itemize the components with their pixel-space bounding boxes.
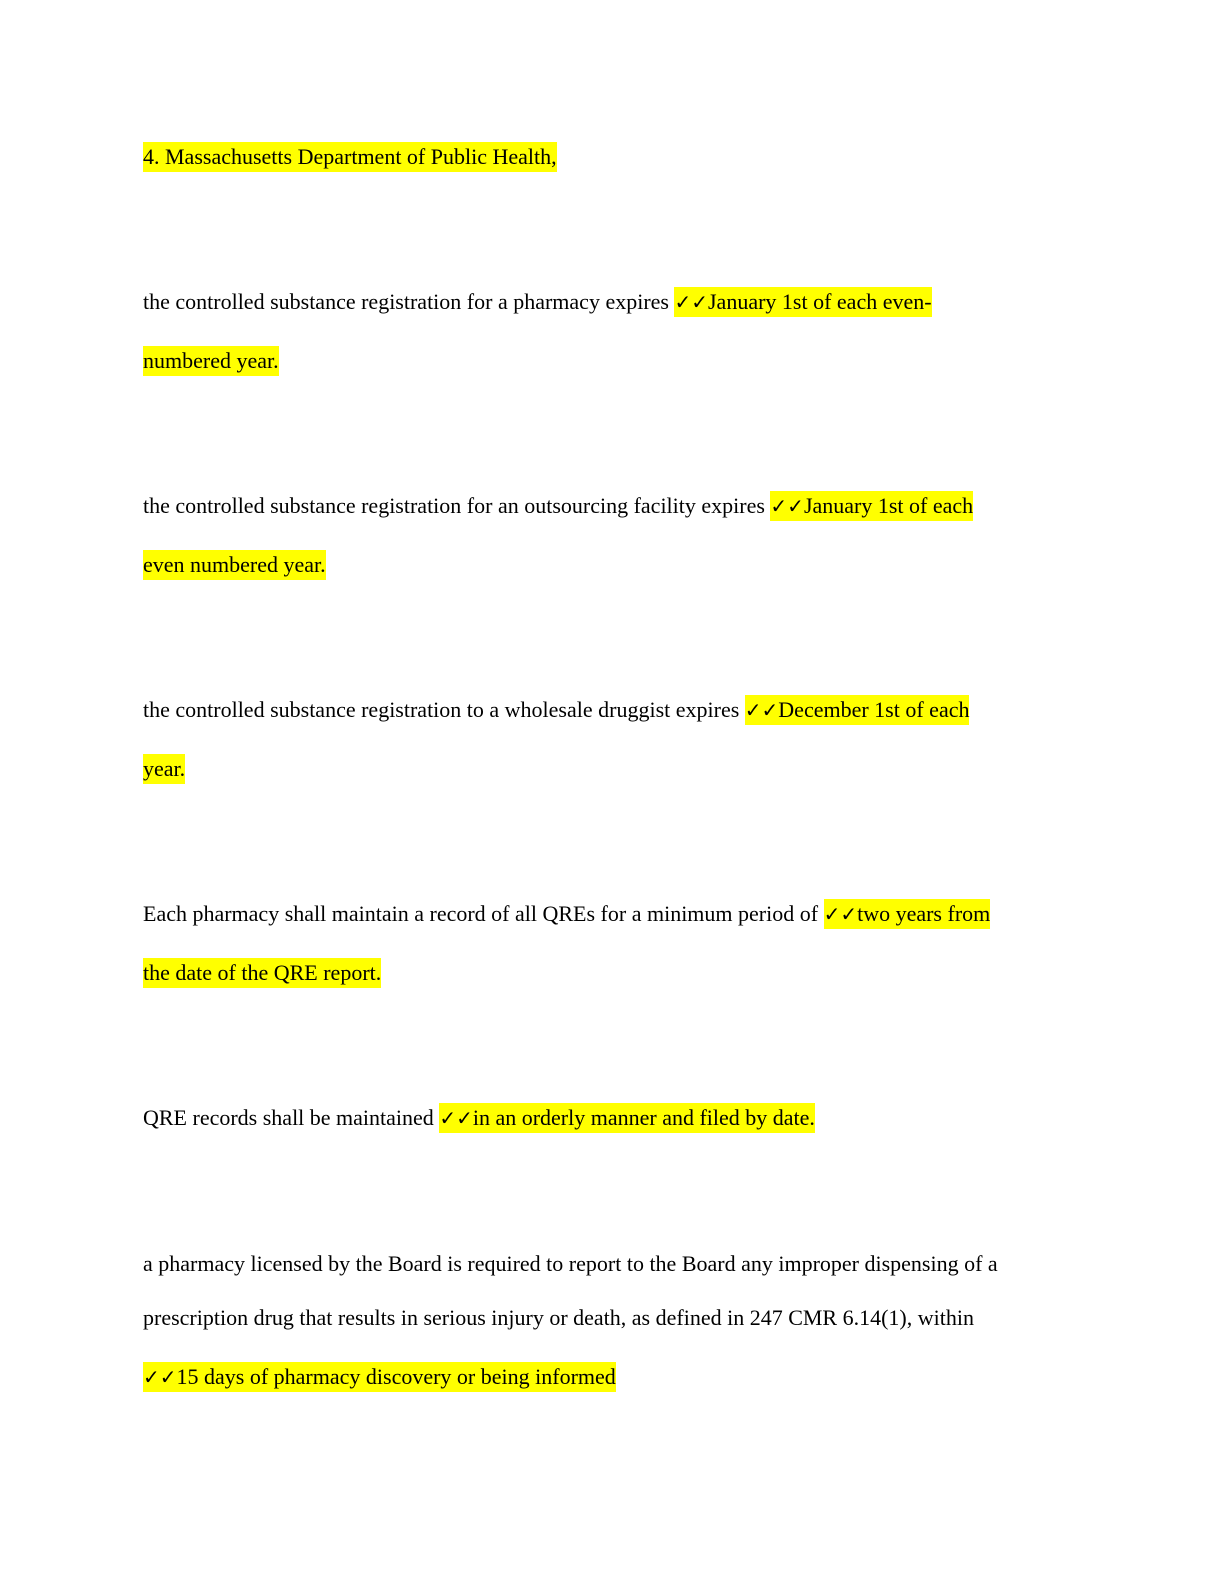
entry-1-question: the controlled substance registration for a pharmacy expires bbox=[143, 289, 675, 314]
double-check-icon: ✓✓ bbox=[744, 698, 779, 722]
double-check-icon: ✓✓ bbox=[674, 290, 708, 314]
entry-4-answer-part-1: two years from bbox=[857, 901, 991, 926]
entry-2-answer-part-2: even numbered year. bbox=[143, 550, 326, 580]
entry-5-question: QRE records shall be maintained bbox=[143, 1105, 440, 1130]
double-check-icon: ✓✓ bbox=[439, 1106, 473, 1130]
entry-1-line-2 bbox=[143, 347, 279, 375]
entry-4-line-2 bbox=[143, 959, 381, 987]
entry-5-answer-highlight bbox=[439, 1103, 815, 1133]
entry-2-answer-highlight bbox=[770, 491, 973, 521]
entry-5-answer-part-1: in an orderly manner and filed by date. bbox=[472, 1105, 815, 1130]
section-heading bbox=[143, 143, 557, 171]
entry-2-line-1 bbox=[143, 492, 973, 520]
entry-6-question-part-2: prescription drug that results in serious injury or death, as defined in 247 CMR 6.14(1), within bbox=[143, 1305, 974, 1330]
entry-1-line-1 bbox=[143, 288, 932, 316]
entry-6-line-3 bbox=[143, 1363, 616, 1391]
entry-4-question: Each pharmacy shall maintain a record of all QREs for a minimum period of bbox=[143, 901, 824, 926]
entry-5-line-1 bbox=[143, 1104, 815, 1132]
entry-2-question: the controlled substance registration for an outsourcing facility expires bbox=[143, 493, 771, 518]
entry-1-answer-highlight bbox=[674, 287, 931, 317]
entry-6-line-1 bbox=[143, 1250, 998, 1278]
entry-1-answer-part-1: January 1st of each even- bbox=[708, 289, 932, 314]
entry-3-answer-part-1: December 1st of each bbox=[778, 697, 970, 722]
entry-3-line-2 bbox=[143, 755, 185, 783]
entry-6-line-2 bbox=[143, 1304, 974, 1332]
entry-1-answer-part-2: numbered year. bbox=[143, 346, 279, 376]
entry-3-answer-part-2: year. bbox=[143, 754, 185, 784]
double-check-icon: ✓✓ bbox=[770, 494, 804, 518]
entry-6-answer-highlight bbox=[143, 1362, 616, 1392]
entry-4-line-1 bbox=[143, 900, 990, 928]
entry-2-answer-part-1: January 1st of each bbox=[803, 493, 974, 518]
entry-3-question: the controlled substance registration to a wholesale druggist expires bbox=[143, 697, 745, 722]
entry-6-answer-part-1: 15 days of pharmacy discovery or being informed bbox=[176, 1364, 616, 1389]
double-check-icon: ✓✓ bbox=[823, 902, 858, 926]
entry-6-question-part-1: a pharmacy licensed by the Board is required to report to the Board any improper dispensing of a bbox=[143, 1251, 998, 1276]
heading-highlight: 4. Massachusetts Department of Public Health, bbox=[143, 142, 557, 172]
entry-2-line-2 bbox=[143, 551, 326, 579]
double-check-icon: ✓✓ bbox=[143, 1365, 177, 1389]
entry-4-answer-part-2: the date of the QRE report. bbox=[143, 958, 381, 988]
entry-3-answer-highlight bbox=[745, 695, 970, 725]
entry-4-answer-highlight bbox=[824, 899, 991, 929]
entry-3-line-1 bbox=[143, 696, 969, 724]
